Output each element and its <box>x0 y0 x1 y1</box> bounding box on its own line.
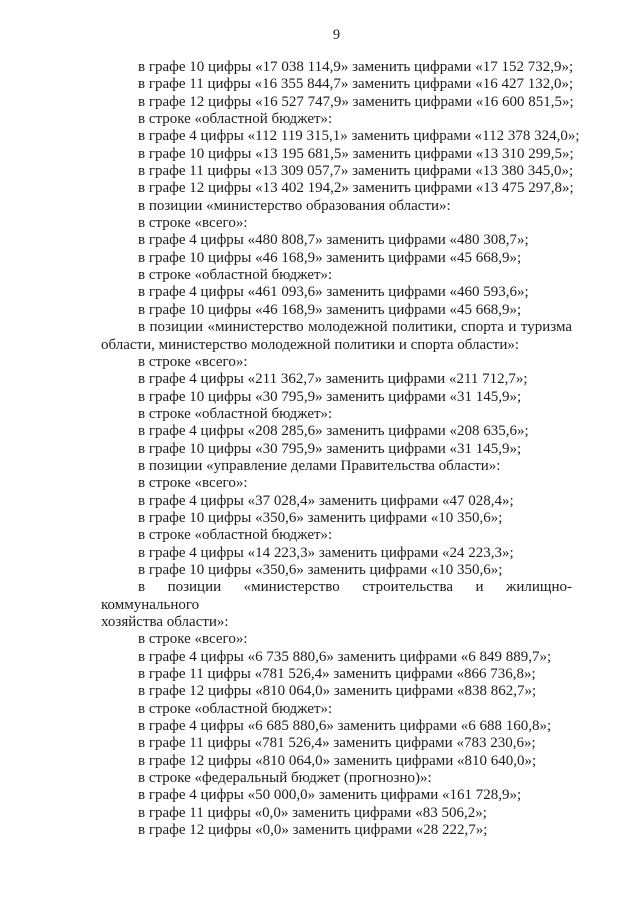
text-line: в графе 11 цифры «16 355 844,7» заменить цифрами «16 427 132,0»; <box>138 76 574 93</box>
text-line: в графе 10 цифры «17 038 114,9» заменить цифрами «17 152 732,9»; <box>138 59 574 75</box>
text-line: в графе 4 цифры «480 808,7» заменить цифрами «480 308,7»; <box>138 232 529 249</box>
text-line: в графе 11 цифры «13 309 057,7» заменить цифрами «13 380 345,0»; <box>138 163 574 180</box>
text-line: в графе 4 цифры «6 685 880,6» заменить цифрами «6 688 160,8»; <box>138 718 552 735</box>
text-line: в графе 11 цифры «781 526,4» заменить цифрами «783 230,6»; <box>138 735 536 752</box>
text-line: в графе 4 цифры «14 223,3» заменить цифрами «24 223,3»; <box>138 544 514 561</box>
text-line: в графе 4 цифры «37 028,4» заменить цифрами «47 028,4»; <box>138 492 514 509</box>
text-line: в графе 10 цифры «30 795,9» заменить цифрами «31 145,9»; <box>138 440 522 457</box>
text-line: хозяйства области»: <box>101 614 229 630</box>
text-line: в графе 12 цифры «0,0» заменить цифрами «28 222,7»; <box>138 822 488 839</box>
text-line: в строке «всего»: <box>138 475 248 492</box>
text-line: в строке «федеральный бюджет (прогнозно)»: <box>138 770 432 787</box>
text-line: в позиции «министерство строительства и жилищно-коммунального <box>101 579 572 613</box>
text-line: в графе 4 цифры «208 285,6» заменить цифрами «208 635,6»; <box>138 423 529 440</box>
text-line: в графе 4 цифры «6 735 880,6» заменить цифрами «6 849 889,7»; <box>138 648 552 665</box>
document-body <box>101 59 580 839</box>
text-line: в строке «областной бюджет»: <box>138 405 333 422</box>
text-line: в позиции «управление делами Правительства области»: <box>138 457 501 474</box>
text-line: в графе 11 цифры «0,0» заменить цифрами «83 506,2»; <box>138 804 487 821</box>
page-number: 9 <box>332 27 341 43</box>
text-line: в графе 10 цифры «13 195 681,5» заменить цифрами «13 310 299,5»; <box>138 145 574 162</box>
text-line: в графе 10 цифры «30 795,9» заменить цифрами «31 145,9»; <box>138 388 522 405</box>
text-line: в строке «областной бюджет»: <box>138 267 333 284</box>
text-line: в строке «всего»: <box>138 353 248 370</box>
text-line: в графе 12 цифры «13 402 194,2» заменить цифрами «13 475 297,8»; <box>138 180 574 197</box>
text-line: в графе 12 цифры «810 064,0» заменить цифрами «810 640,0»; <box>138 752 537 769</box>
text-line: в строке «областной бюджет»: <box>138 111 333 128</box>
text-line: в графе 12 цифры «16 527 747,9» заменить цифрами «16 600 851,5»; <box>138 93 574 110</box>
text-line: в строке «всего»: <box>138 215 248 232</box>
text-line: в графе 4 цифры «461 093,6» заменить цифрами «460 593,6»; <box>138 284 529 301</box>
text-line: в позиции «министерство образования области»: <box>138 197 451 214</box>
text-line: в графе 10 цифры «46 168,9» заменить цифрами «45 668,9»; <box>138 301 522 318</box>
text-line: в позиции «министерство молодежной политики, спорта и туризма <box>138 319 572 336</box>
text-line: в графе 11 цифры «781 526,4» заменить цифрами «866 736,8»; <box>138 666 536 683</box>
text-line: в графе 10 цифры «46 168,9» заменить цифрами «45 668,9»; <box>138 249 522 266</box>
text-line: в графе 4 цифры «50 000,0» заменить цифрами «161 728,9»; <box>138 787 522 804</box>
text-line: в графе 12 цифры «810 064,0» заменить цифрами «838 862,7»; <box>138 683 537 700</box>
text-line: в графе 4 цифры «112 119 315,1» заменить цифрами «112 378 324,0»; <box>138 128 580 145</box>
text-line: в строке «областной бюджет»: <box>138 700 333 717</box>
text-line: в графе 4 цифры «211 362,7» заменить цифрами «211 712,7»; <box>138 371 528 388</box>
text-line: в графе 10 цифры «350,6» заменить цифрами «10 350,6»; <box>138 561 503 578</box>
text-line: в графе 10 цифры «350,6» заменить цифрами «10 350,6»; <box>138 509 503 526</box>
text-line: в строке «всего»: <box>138 631 248 648</box>
text-line: области, министерство молодежной политики и спорта области»: <box>101 336 520 353</box>
text-line: в строке «областной бюджет»: <box>138 527 333 544</box>
